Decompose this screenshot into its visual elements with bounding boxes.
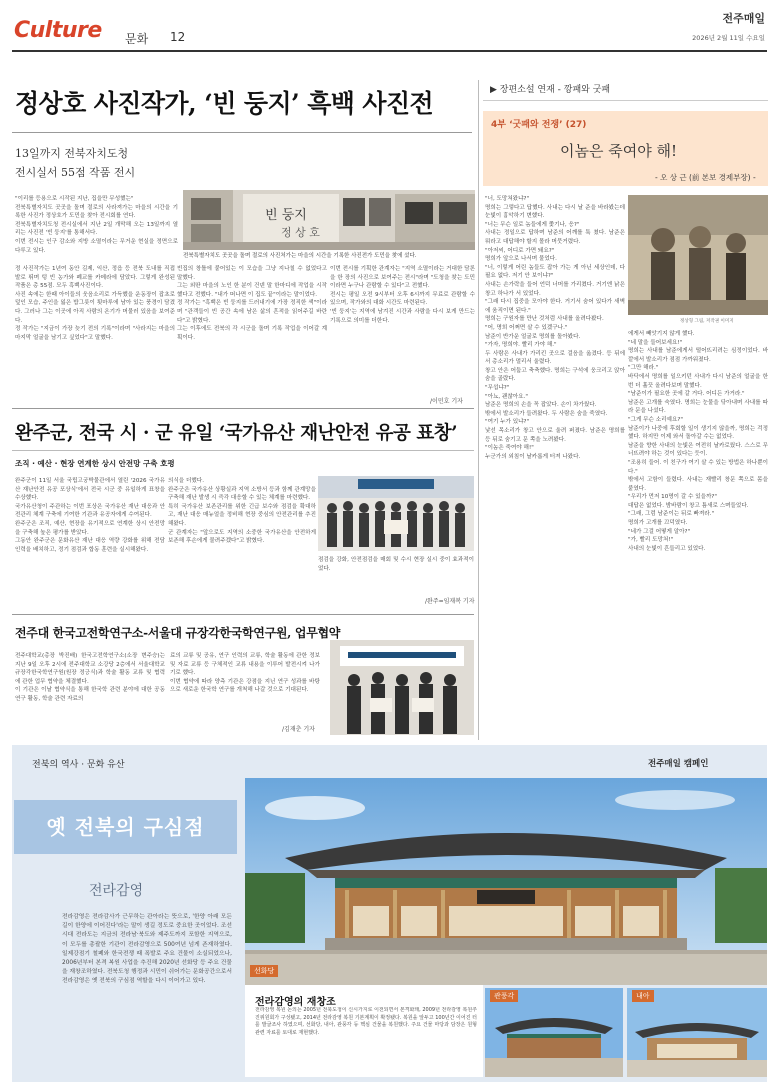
divider (12, 132, 472, 133)
section-label: 문화 (125, 32, 149, 46)
article1-body-col3: 이번 전시를 기획한 관계자는 "지역 소멸이라는 거대한 담론을 한 장의 사진으로 보여주는 전시"라며 "도청을 찾는 도민이라면 누구나 관람할 수 있다"고 전했다. 전시는 평일 오전 9시부터 오후 6시까지 무료로 관람할 수 있으며, 작가와의 대화 시간도 마련된다. '빈 둥지'는 지역에 남겨진 시간과 사람을 다시 보게 만드는 기록으로 의미를 더한다. (330, 266, 475, 324)
paper-name: 전주매일 (722, 12, 765, 25)
article2-body-col2: 의식을 더했다. 완주군은 국가유산 상황실과 지역 소방서 등과 함께 관계망을 구축해 재난 발생 시 즉각 대응할 수 있는 체계를 마련했다. 특히 국가유산 보존관리를 위한 긴급 보수와 점검을 확대하고, 재난 대응 매뉴얼을 정비해 현장 중심의 안전관리를 추진해왔다. 군 관계자는 "앞으로도 지역의 소중한 국가유산을 안전하게 보존해 후손에게 물려주겠다"고 밝혔다. (168, 478, 316, 545)
article1-body-col2: 빈집의 창틀에 붙어있는 이 모습을 그냥 지나칠 수 없었다고 말했다. 그는 외딴 마을의 노인 한 분이 건넨 말 한마디에 작업을 시작했다고 전했다. "내가 떠나면 이 집도 끝"이라는 말이었다. 정 작가는 "흑백은 빈 둥지를 드러내기에 가장 정직한 색"이라며 "관객들이 빈 공간 속에 남은 삶의 흔적을 읽어주길 바란다"고 밝혔다. 그는 이후에도 전북의 각 시군을 돌며 기록 작업을 이어갈 계획이다. (177, 266, 327, 341)
page-number: 12 (170, 30, 186, 44)
article1-body-col1: 정 사진작가는 1년여 동안 김제, 익산, 정읍 등 전북 도내를 직접 발로 뛰며 텅 빈 농가와 폐교를 카메라에 담았다. 그렇게 완성된 작품은 총 55점. 모두 흑백사진이다. 사진 속에는 한때 아이들의 웃음소리로 가득했을 운동장이 잡초로 덮인 모습, 주인을 잃은 밥그릇이 툇마루에 남아 있는 풍경이 담겼다. 그러나 그는 이곳에 아직 사람의 온기가 머물러 있음을 보여준다. 정 작가는 "지금이 가장 늦기 전의 기록"이라며 "사라지는 마을의 마지막 얼굴을 남기고 싶었다"고 말했다. (15, 266, 175, 341)
header-rule (12, 50, 767, 52)
serial-author: - 오 상 근 (前 본보 경제부장) - (655, 173, 756, 182)
article1-subhead-1: 13일까지 전북자치도청 (15, 147, 129, 160)
divider (12, 614, 474, 615)
article3-mou-photo (330, 640, 474, 735)
campaign-tag: 전주매일 캠페인 (648, 759, 709, 769)
serial-episode: 4부 ‘굿패와 전쟁’ (27) (491, 120, 587, 130)
divider (483, 100, 768, 101)
article3-body-col1: 전주대학교(총장 박진배) 한국고전학연구소(소장 변주승)는 지난 9일 오후 2시에 전주대학교 소강당 2층에서 서울대학교 규장각한국학연구원(원장 정긍식)과 학술 활동 교류 및 협력에 관한 업무 협약을 체결했다. 이 기관은 이날 협약식을 통해 한국학 관련 분야에 대한 공동 연구 활동, 학술 관련 자료의 (15, 653, 165, 702)
serial-title: 이놈은 죽여야 해! (560, 142, 677, 160)
column-divider (478, 80, 479, 740)
serial-body-col2: 에게서 빼앗기지 않게 했다. "네 말을 들어보세요!" 명희는 사내를 남준에게서 떨어뜨리려는 심정이었다. 바깥에서 발소리가 점점 가까워졌다. "그만 해라." 바닥에서 명희를 일으키던 사내가 다시 남준의 얼굴을 한 번 더 흘끗 올려다보며 말했다. "남준이가 필요한 곳에 갈 거다. 어디든 가거라." 남준은 고개를 숙였다. 명희는 눈물을 닦아내며 사내를 따라 문을 나섰다. "그게 무슨 소리예요?" 남준이가 나중에 후회할 일이 생기지 않을까, 명희는 걱정했다. 하지만 이제 와서 돌아갈 수는 없었다. 남준을 향한 사내의 눈빛은 여전히 날카로웠다. 스스로 무너뜨려야 하는 것이 있다는 듯이. "조용히 들어. 이 친구가 여기 살 수 있는 방법은 하나뿐이다." 밖에서 고함이 들렸다. 사내는 재빨리 창문 쪽으로 몸을 붙였다. "우리가 먼저 10명이 갈 수 있을까?" 대답은 없었다. 밤바람이 창고 틈새로 스며들었다. "그래, 그럼 남준이는 뒤로 빠져라." 명희가 고개를 끄덕였다. "네가 그걸 어떻게 알아?" "가, 빨리 도망쳐!" 사내의 눈빛이 흔들리고 있었다. (628, 331, 768, 552)
article2-subhead: 조직 · 예산 · 현장 연계한 상시 안전망 구축 호평 (15, 459, 175, 468)
serial-kicker: ▶ 장편소설 연재 - 깡패와 굿패 (490, 85, 611, 95)
campaign-title: 옛 전북의 구심점 (46, 815, 205, 839)
article1-headline: 정상호 사진작가, ‘빈 둥지’ 흑백 사진전 (15, 89, 434, 118)
exhibition-photo (183, 190, 475, 250)
article2-headline: 완주군, 전국 시 · 군 유일 ‘국가유산 재난안전 유공 표창’ (15, 423, 458, 444)
campaign-title-box (14, 800, 237, 854)
divider (12, 408, 474, 409)
article2-award-photo (318, 476, 474, 551)
label-seonhwadang: 선화당 (250, 965, 278, 977)
article2-byline: /완주=임재복 기자 (425, 598, 475, 605)
campaign-body: 전라감영은 전라감사가 근무하는 관아라는 뜻으로, '한양 아래 모든 길이 한양에 이어진다'라는 말이 생길 정도로 중요한 곳이었다. 조선시대 전라도는 지금의 전라남·북도와 제주도까지 포함한 지역으로, 이 모두를 총괄한 기관이 전라감영으로 500여년 넘게 존재하였다. 일제강점기 철폐와 한국전쟁 때 폭발로 주요 건물이 소실되었으나, 2006년부터 본격 복원 사업을 추진해 2020년 선화당 등 주요 건물을 재창조하였다. 전북도청 행정과 시민이 쉬어가는 문화공간으로서 전라감영은 옛 전북의 구심점 역할을 다시 이어가고 있다. (62, 914, 232, 985)
article3-body-col2: 료의 교류 및 공유, 연구 인력의 교류, 학술 활동에 관한 정보 및 자료 교류 등 구체적인 교류 내용을 이루어 발전시켜 나가기로 했다. 이번 협약에 따라 양측 기관은 강점을 지닌 연구 성과를 바탕으로 새로운 한국학 연구를 개척해 나갈 것으로 기대된다. (170, 653, 320, 694)
article3-byline: /김재춘 기자 (282, 726, 315, 733)
serial-illustration-caption: 정상형 그림, 저작권 이미지 (680, 319, 734, 324)
article1-byline: /이민호 기자 (430, 398, 463, 405)
divider (12, 450, 474, 451)
article1-lead-text: "이리를 등용으로 시작된 지난, 집을만 무성했는" 전북특별자치도 곳곳을 돌며 절로의 사라져가는 마을의 시간을 기록한 사진가 정상호가 도민을 찾아 전시회를 연다. 전북특별자치도청 전시실에서 지난 2일 개막해 오는 13일까지 열리는 사진전 '빈 둥지'를 통해서다. 이번 전시는 인구 감소와 지방 소멸이라는 무거운 현실을 정면으로 다루고 있다. (15, 196, 178, 254)
label-gwanpunggak: 관풍각 (490, 990, 518, 1002)
article2-body-col1: 완주군이 11일 서울 국립고궁박물관에서 열린 '2026 국가유산 재난안전 유공 포상식'에서 전국 시군 중 유일하게 표창을 수상했다. 국가유산청이 주관하는 이번 포상은 국가유산 재난 대응과 안전관리 체계 구축에 기여한 기관과 유공자에게 수여된다. 완주군은 조직, 예산, 현장을 유기적으로 연계한 상시 안전망을 구축해 높은 평가를 받았다. 그동안 완주군은 문화유산 재난 대응 역량 강화를 위해 전담 인력을 배치하고, 정기 점검과 합동 훈련을 실시해왔다. (15, 478, 165, 553)
exhibition-sign-name: 정 상 호 (281, 226, 320, 239)
campaign-kicker: 전북의 역사 · 문화 유산 (32, 760, 125, 770)
photo-caption-title: 전라감영의 재창조 (255, 997, 336, 1008)
serial-illustration (628, 195, 768, 315)
article1-subhead-2: 전시실서 55점 작품 전시 (15, 166, 136, 179)
article3-headline: 전주대 한국고전학연구소-서울대 규장각한국학연구원, 업무협약 (15, 626, 341, 640)
photo-caption-body: 전라감영 복원 논의는 2005년 전북도청이 신시가지로 이전되면서 본격화돼, 2009년 전라감영 복원추진위원회가 구성됐고, 2014년 전라감영 복원 기본계획이 확정됐다. 복원을 앞두고 100년간 이어진 터를 발굴조사 하였으며, 선화당, 내아, 관풍각 등 핵심 건물을 복원했다. 주요 건물 마당과 담장은 원형 관련 자료를 토대로 재현했다. (255, 1007, 477, 1036)
section-logo: Culture (14, 18, 102, 43)
serial-body-col1: "너, 도망쳐왔냐?" 명희는 그렇다고 답했다. 사내는 다시 날 준을 바라봤는데 눈빛이 흉악하기 변했다. "너는 무슨 일로 놈들에게 쫓기나, 응?" 사내는 정일으로 답하며 남준의 어깨를 툭 쳤다. 남준은 뭐라고 대답해야 할지 몰라 머뭇거렸다. "아저씨, 어디로 가면 돼요?" 명희가 앞으로 나서며 물었다. "너, 이렇게 어린 놈들도 잡아 가는 게 아닌 세상인데, 다 필요 없다. 저기 안 보이냐?" 사내는 손가락을 들어 언덕 너머를 가리켰다. 거기엔 낡은 창고 하나가 서 있었다. "그래 다시 집중을 모아야 한다. 거기서 숨어 있다가 새벽에 움직이면 된다." 명희는 구원자를 만난 것처럼 사내를 올려다봤다. "어, 명희 어쩌면 살 수 있겠구나." 남준이 반가운 얼굴로 명희를 돌아봤다. "가자, 명희야. 빨리 가야 해." 두 사람은 사내가 가리킨 곳으로 걸음을 옮겼다. 등 뒤에서 총소리가 멀리서 울렸다. 창고 안은 어둡고 축축했다. 명희는 구석에 웅크리고 앉아 숨을 골랐다. "무섭냐?" "아뇨, 괜찮아요." 남준은 명희의 손을 꼭 잡았다. 손이 차가웠다. 밖에서 발소리가 들려왔다. 두 사람은 숨을 죽였다. "여기 누가 있냐?" 낯선 목소리가 창고 안으로 울려 퍼졌다. 남준은 명희를 등 뒤로 숨기고 문 쪽을 노려봤다. "이놈은 죽여야 해!" 누군가의 외침이 날카롭게 터져 나왔다. (485, 196, 625, 460)
jeolla-gamyeong-photo (245, 778, 767, 985)
issue-date: 2026년 2월 11일 수요일 (692, 34, 765, 42)
campaign-site-name: 전라감영 (89, 883, 144, 899)
article1-photo-caption: 전북특별자치도 곳곳을 돌며 절로의 사진처가는 마을의 시간을 기록한 사진전가 도민을 찾에 섰다. (183, 253, 417, 259)
label-naea: 내아 (632, 990, 654, 1002)
article2-body-col3: 점검을 강화, 안전점검을 매회 및 수시 현장 실시 중이 효과적이었다. (318, 557, 474, 572)
exhibition-sign-title: 빈 둥지 (265, 208, 307, 223)
